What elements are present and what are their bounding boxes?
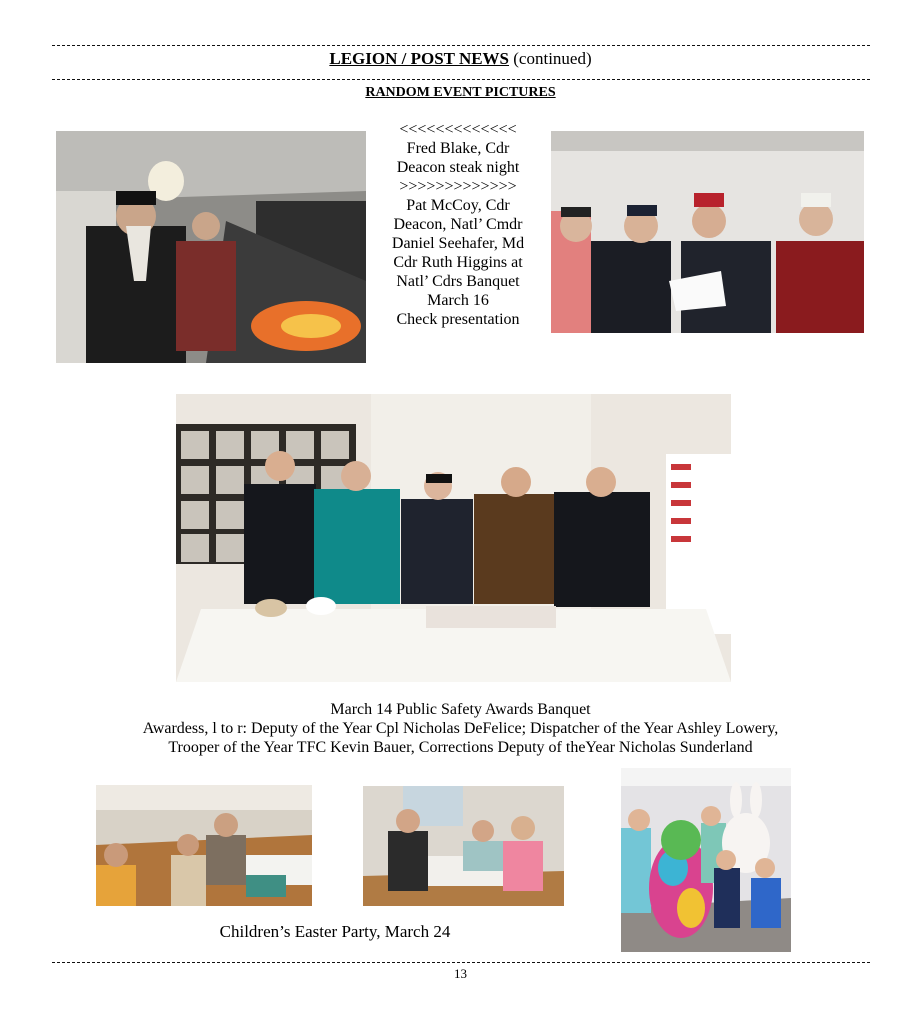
- page-number: 13: [454, 966, 467, 981]
- arrows-right: >>>>>>>>>>>>>: [399, 178, 517, 195]
- photo-check-presentation: [551, 131, 864, 333]
- top-caption-line8: March 16: [427, 292, 489, 309]
- easter-caption: Children’s Easter Party, March 24: [219, 922, 451, 941]
- top-caption-line1: Fred Blake, Cdr: [406, 140, 510, 157]
- top-caption-line3: Pat McCoy, Cdr: [406, 197, 510, 214]
- page-title: [0, 49, 921, 69]
- page-title-suffix: (continued): [509, 49, 592, 68]
- page-title-main: LEGION / POST NEWS: [329, 49, 510, 68]
- top-caption-line7: Natl’ Cdrs Banquet: [396, 273, 520, 290]
- photo-easter-party-2: [363, 786, 564, 906]
- photo-steak-night: [56, 131, 366, 363]
- photo-easter-party-1: [96, 785, 312, 906]
- top-caption-line9: Check presentation: [396, 311, 520, 328]
- top-caption-line5: Daniel Seehafer, Md: [391, 235, 525, 252]
- photo-easter-bunny: [621, 768, 791, 952]
- awards-caption-line1: March 14 Public Safety Awards Banquet: [330, 701, 591, 718]
- top-caption: [368, 120, 548, 329]
- top-divider: [52, 45, 870, 46]
- top-caption-line6: Cdr Ruth Higgins at: [393, 254, 523, 271]
- bottom-divider: [52, 962, 870, 963]
- top-caption-line2: Deacon steak night: [396, 159, 520, 176]
- section-subtitle: RANDOM EVENT PICTURES: [365, 85, 556, 100]
- title-divider: [52, 79, 870, 80]
- photo-awards-banquet: [176, 394, 731, 682]
- awards-caption: [30, 700, 891, 757]
- arrows-left: <<<<<<<<<<<<<: [399, 121, 517, 138]
- awards-caption-line3: Trooper of the Year TFC Kevin Bauer, Corrections Deputy of theYear Nicholas Sunderland: [168, 739, 753, 756]
- awards-caption-line2: Awardess, l to r: Deputy of the Year Cpl Nicholas DeFelice; Dispatcher of the Year Ashley Lowery,: [142, 720, 779, 737]
- top-caption-line4: Deacon, Natl’ Cmdr: [393, 216, 523, 233]
